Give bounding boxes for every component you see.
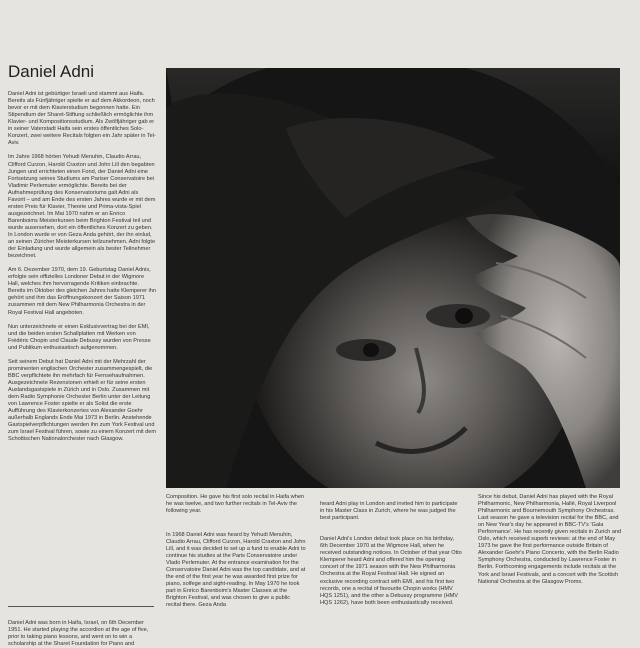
german-biography	[8, 84, 156, 596]
page-title: Daniel Adni	[8, 62, 95, 81]
english-column-2-paragraph-2: Daniel Adni's London debut took place on his birthday, 6th December 1970 at the Wigmore Hall, when he received outstanding notices. In October of that year Otto Klemperer heard Adni and offered him the opening concert of the 1971 season with the New Philharmonia Orchestra at the Royal Festival Hall. He signed an exclusive recording contract with EMI, and his first two records, one a recital of favourite Chopin works (HMV HQS 1251), and the other a Debussy programme (HMV HQS 1262), have both been enthusiastically received.	[320, 536, 462, 606]
english-column-1-top: Composition. He gave his first solo recital in Haifa when he was twelve, and two further recitals in Tel-Aviv the following year.	[166, 494, 305, 515]
german-paragraph-1: Daniel Adni ist gebürtiger Israeli und stammt aus Haifa. Bereits als Fünfjähriger spielte er auf dem Akkordeon, noch bevor er mit dem Klavierstudium begonnen hatte. Ein Stipendium der Sharet-Stiftung schließlich ermöglichte ihm Klavier- und Kompositionsstudium. Als Zwölfjähriger gab er in seiner Vaterstadt Haifa sein erstes öffentliches Solo-Konzert, zwei weitere Recitals folgten ein Jahr später in Tel-Aviv.	[8, 91, 156, 147]
portrait-photo	[166, 68, 620, 488]
german-paragraph-3: Am 6. Dezember 1970, dem 19. Geburtstag Daniel Adnis, erfolgte sein offizielles Londoner Debut in der Wigmore Hall, welches ihm hervorragende Kritiken einbrachte. Bereits im Oktober des gleichen Jahres hatte Klemperer ihn gehört und ihm das Eröffnungskonzert der Saison 1971 zusammen mit dem New Philharmonia Orchestra in der Royal Festival Hall angeboten.	[8, 267, 156, 316]
english-column-2-paragraph-1: heard Adni play in London and invited him to participate in his Master Class in Zurich, where he was judged the best participant.	[320, 501, 458, 522]
english-column-2	[320, 494, 462, 648]
german-paragraph-4: Nun unterzeichnete er einen Exklusivvertrag bei der EMI, und die beiden ersten Schallplatten mit Werken von Frédéric Chopin und Claude Debussy wurden von Presse und Publikum enthusiastisch aufgenommen.	[8, 323, 151, 351]
portrait-illustration	[166, 68, 620, 488]
section-divider	[8, 606, 154, 607]
english-biography-start: Daniel Adni was born in Haifa, Israel, on 6th December 1951. He started playing the accordion at the age of five, prior to taking piano lessons, and went on to win a scholarship at the Sharet Foundation for Piano and	[8, 620, 149, 648]
english-column-1-bottom: In 1968 Daniel Adni was heard by Yehudi Menuhin, Claudio Arrau, Clifford Curzon, Harold Craxton and John Lill, and it was decided to set up a fund to enable Adni to continue his studies at the Paris Conservatoire under Vlado Perlemuter. At the entrance examination for the Conservatoire Daniel Adni was the top candidate, and at the end of the first year he was awarded first prize for piano, solfege and sight-reading. In May 1970 he took part in Enrico Barenboim's Master Classes at the Brighton Festival, and was chosen to give a public recital there. Geza Anda	[166, 532, 306, 609]
german-paragraph-5: Seit seinem Debut hat Daniel Adni mit der Mehrzahl der prominenten englischen Orchester zusammengespielt, die BBC verpflichtete ihn mehrfach für Fernsehaufnahmen. Ausgezeichnete Rezensionen erhielt er für seine ersten Auslandsgastspiele in Zürich und in Oslo. Zusammen mit dem Radio Symphonie Orchester Berlin unter der Leitung von Lawrence Foster spielte er als Solist die erste Aufführung des Klavierkonzertes von Alexander Goehr außerhalb Englands Ende Mai 1973 in Berlin. Anstehende Gastspielverpflichtungen werden ihn zum York Festival und zum Israel Festival führen, sowie zu einem Konzert mit dem Schottischen Nationalorchester nach Glasgow.	[8, 358, 156, 443]
german-paragraph-2: Im Jahre 1968 hörten Yehudi Menuhin, Claudio Arrau, Clifford Curzon, Harold Craxton und John Lill den begabten Jungen und errichteten einen Fond, der Daniel Adni eine Fortsetzung seines Studiums am Pariser Conservatoire bei Vladimir Perlemuter ermöglichte. Bereits bei der Aufnahmeprüfung des Konservatoriums galt Adni als Favorit – und am Ende des ersten Jahres wurde er mit dem ersten Preis für Klavier, Theorie und Prima-vista-Spiel ausgezeichnet. Im Mai 1970 nahm er an Enrico Barenboims Meisterkursen beim Brighton Festival teil und wurde ausersehen, dort ein öffentliches Konzert zu geben. In London wurde er von Geza Anda gehört, der ihn einlud, an seinen Züricher Meisterkursen teilzunehmen. Adni folgte der Einladung und wurde allgemein als bester Teilnehmer bezeichnet.	[8, 154, 156, 260]
english-column-3: Since his debut, Daniel Adni has played with the Royal Philharmonic, New Philharmonia, Hallé, Royal Liverpool Philharmonic and Bournemouth Symphony Orchestras. Last season he gave a television recital for the BBC, and on New Year's day he appeared in BBC-TV's 'Gala Performance'. He has recently given recitals in Zurich and Oslo, which received superb reviews: at the end of May 1973 he gave the first performance outside Britain of Alexander Goehr's Piano Concerto, with the Berlin Radio Symphony Orchestra, conducted by Lawrence Foster in Berlin. Forthcoming engagements include recitals at the York and Israel Festivals, and a concert with the Scottish National Orchestra at the Glasgow Proms.	[478, 494, 622, 585]
